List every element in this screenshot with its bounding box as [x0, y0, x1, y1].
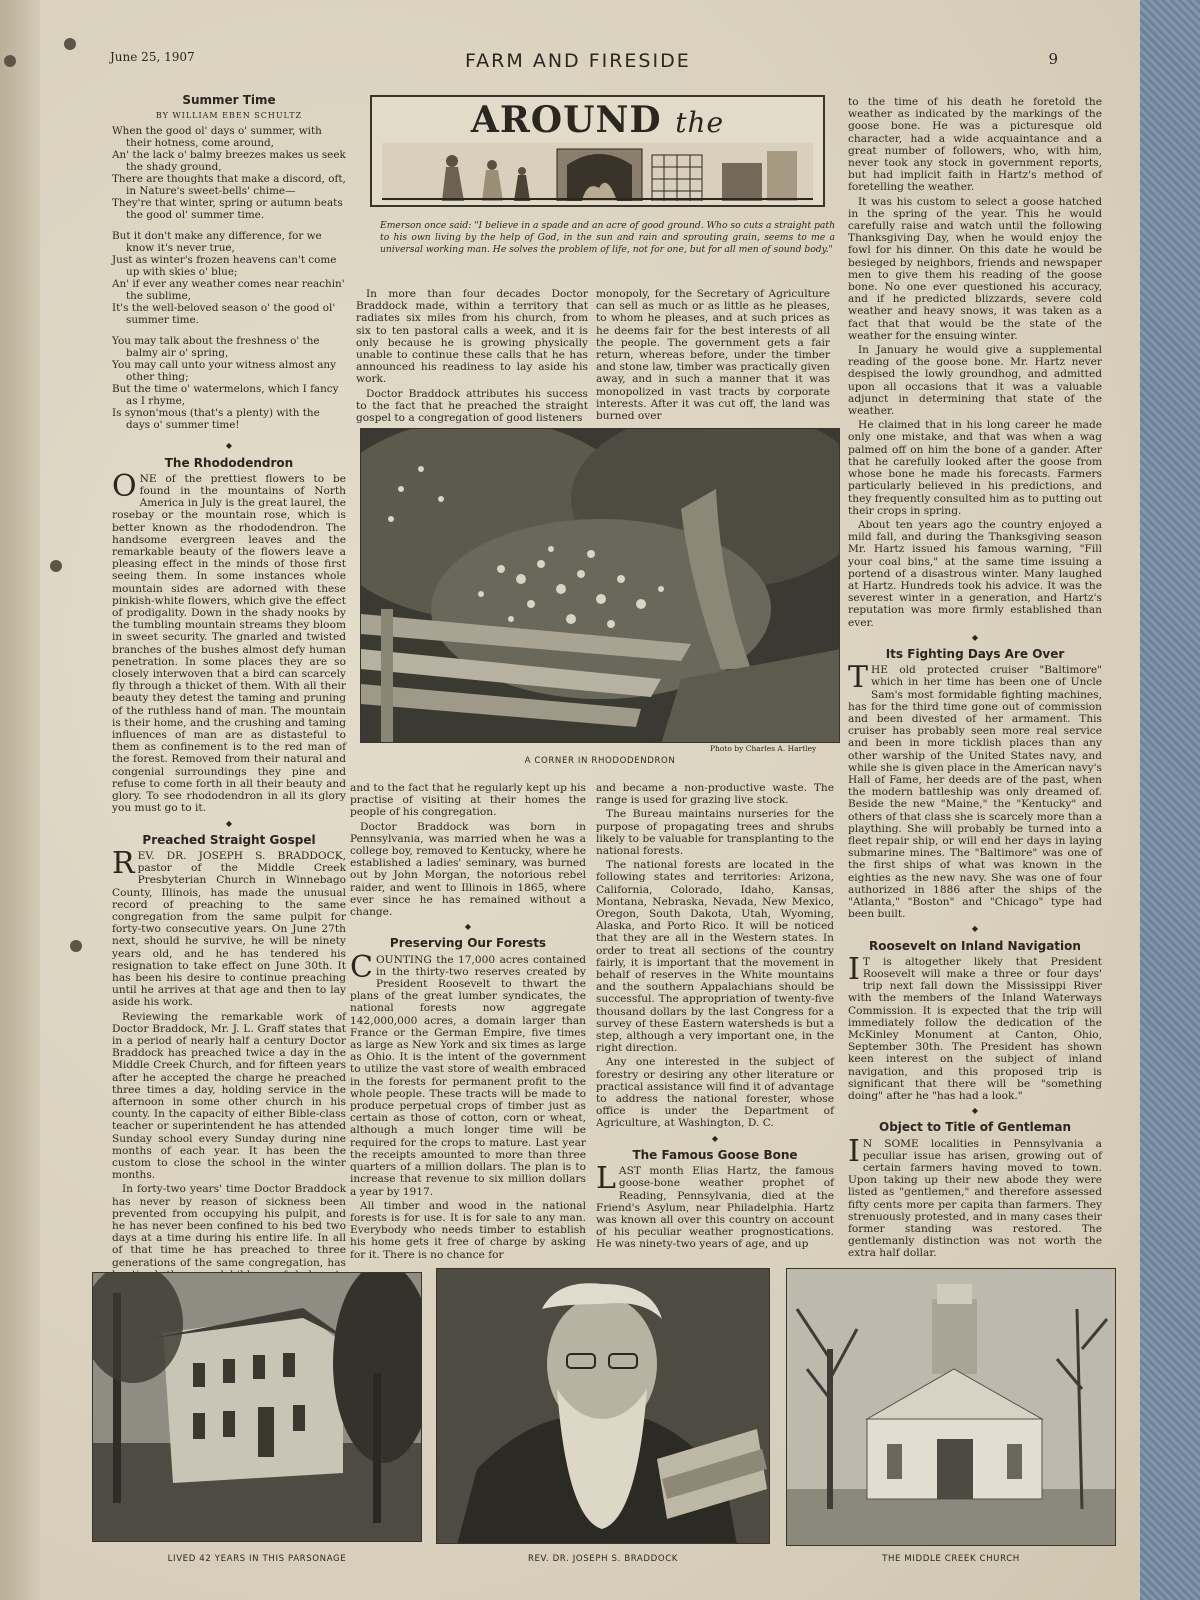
parsonage-caption: LIVED 42 YEARS IN THIS PARSONAGE	[167, 1554, 347, 1564]
rhododendron-photo	[360, 428, 840, 743]
goose-text: AST month Elias Hartz, the famous goose-bone weather prophet of Reading, Pennsylvania, died at the Friend's Asylum, near Philadelphia. Hartz was known all over this country on account of his peculiar weather prognostications. He was ninety-two years of age, and up	[596, 1165, 834, 1251]
gospel-paragraph: In forty-two years' time Doctor Braddock has never by reason of sickness been prevented from occupying his pulpit, and he has never been confined to his bed two days at a time during his entire life. In all of that time he has preached to three generations of the same congregation, has	[112, 1183, 346, 1269]
gospel-paragraph	[112, 845, 346, 1009]
emerson-quote: Emerson once said: "I believe in a spade and an acre of good ground. Who so cuts a straight path to his own living by the help of God, in the sun and rain and sprouting grain, seems to me a universal working man. He solves the problem of life, not for one, but for all men of sound body."	[380, 220, 835, 255]
fighting-text: HE old protected cruiser "Baltimore" which in her time has been one of Uncle Sam's most formidable fighting machines, has for the third time gone out of commission and been divested of her armament. This cruiser has probably seen more real service and been in more ticklish places than any other warship of the United States navy, and while she is given place in the American navy's Hall of Fame, her deeds are of the past, when the modern battleship was only dreamed of. Beside the new "Maine," the "Kentucky" and others of that class she is scarcely more than a plaything. She will probably be turned into a fleet repair ship, or will end her days in laying submarine mines. The "Baltimore" was one of the first ships of what was known in the eighties as the new navy. She was one of four authorized in 1886 after the ships of the "Atlanta," "Boston" and "Chicago" type had been built.	[848, 664, 1102, 921]
church-caption: THE MIDDLE CREEK CHURCH	[882, 1554, 1020, 1564]
goose-paragraph: It was his custom to select a goose hatched in the spring of the year. This he would carefully raise and watch until the following Thanksgiving Day, when he would enjoy the fowl for his dinner. On this date he would be besieged by neighbors, friends and newspaper men to give them his reading of the goose bone. No one ever questioned his accuracy, and if he predicted blizzards, severe cold weather and heavy snows, it was taken as a fact that that would be the state of the weather for the ensuing winter.	[848, 195, 1102, 342]
separator: ◆	[464, 922, 472, 932]
middle-column	[350, 782, 586, 1263]
gospel-paragraph: and to the fact that he regularly kept up his practise of visiting at their homes the people of his congregation.	[350, 782, 586, 819]
poem-line: An' if ever any weather comes near reachin' the sublime,	[112, 278, 345, 303]
poem-body	[112, 125, 346, 431]
drop-cap: I	[848, 951, 860, 987]
punch-hole	[64, 38, 76, 50]
fireside-illustration	[382, 143, 813, 201]
poem-stanza	[112, 125, 346, 221]
issue-date: June 25, 1907	[110, 50, 195, 64]
fighting-title: Its Fighting Days Are Over	[885, 646, 1065, 661]
rhododendron-body	[112, 468, 346, 815]
poem-line: You may call unto your witness almost any other thing;	[112, 359, 336, 384]
roosevelt-text: T is altogether likely that President Roosevelt will make a three or four days' trip next fall down the Mississippi River with the members of the Inland Waterways Commission. It is expected that the trip will immediately follow the dedication of the McKinley Monument at Canton, Ohio, September 30th. The President has shown keen interest on the subject of inland navigation, and this proposed trip is significant that there will be "something doing" after he "has had a look."	[848, 955, 1102, 1103]
forests-paragraph: Any one interested in the subject of forestry or desiring any other literature or practical assistance will find it of advantage to address the national forester, whose office is under the Department of Agriculture, at Washington, D. C.	[596, 1056, 834, 1130]
goose-paragraph: He claimed that in his long career he made only one mistake, and that was when a wag palmed off on him the bone of a gander. After that he carefully looked after the goose from whose bone he made his forecasts. Farmers particularly believed in his predictions, and they frequently consulted him as to putting out their crops in spring.	[848, 419, 1102, 517]
forests-text: OUNTING the 17,000 acres contained in the thirty-two reserves created by President Roosevelt to thwart the plans of the great lumber syndicates, the national forests now aggregate 142,000,000 acres, a domain larger than France or the German Empire, five times as large as New York and six times as large as Ohio. It is the intent of the government to utilize the vast store of wealth embraced in the forests for permanent profit to the whole people. These tracts will be made to produce perpetual crops of timber just as certain as those of cotton, corn or wheat, although a much longer time will be required for the crops to mature. Last year the receipts amounted to more than three quarters of a million dollars. The plan is to increase that revenue to six million dollars a year by 1917.	[350, 953, 586, 1198]
banner-word-the: the	[675, 106, 725, 139]
gospel-paragraph: Reviewing the remarkable work of Doctor Braddock, Mr. J. L. Graff states that in a period of nearly half a century Doctor Braddock has preached twice a day in the Middle Creek Church, and for fifteen years after he accepted the charge he preached three times a day, holding service in the afternoon in some other church in his county. In the capacity of either Bible-class teacher or superintendent he has attended Sunday school every Sunday during nine months of each year. It has been the custom to close the school in the winter months.	[112, 1010, 346, 1182]
gentleman-text: N SOME localities in Pennsylvania a peculiar issue has arisen, growing out of certain farmers having moved to town. Upon taking up their new abode they were listed as "gentlemen," and therefore assessed fifty cents more per capita than farmers. They strenuously protested, and in many cases their former standing was restored. The gentlemanly distinction was not worth the extra half dollar.	[848, 1137, 1102, 1260]
poem-byline: BY WILLIAM EBEN SCHULTZ	[155, 111, 303, 121]
forests-paragraph: The Bureau maintains nurseries for the purpose of propagating trees and shrubs likely to be valuable for transplanting to the national forests.	[596, 808, 834, 858]
poem-line: But the time o' watermelons, which I fancy as I rhyme,	[112, 383, 339, 408]
separator: ◆	[971, 632, 979, 642]
gospel-continued-column	[356, 288, 588, 426]
rhododendron-title: The Rhododendron	[164, 455, 294, 470]
poem-line: Just as winter's frozen heavens can't come up with skies o' blue;	[112, 254, 337, 279]
poem-line: Is synon'mous (that's a plenty) with the days o' summer time!	[112, 407, 320, 432]
drop-cap: R	[112, 845, 135, 881]
punch-hole	[4, 55, 16, 67]
poem-line: They're that winter, spring or autumn beats the good ol' summer time.	[112, 197, 343, 222]
goose-title: The Famous Goose Bone	[632, 1147, 798, 1162]
poem-line: An' the lack o' balmy breezes makes us seek the shady ground,	[112, 149, 346, 174]
poem-title: Summer Time	[182, 93, 276, 107]
church-photo	[786, 1268, 1116, 1546]
third-column	[596, 782, 834, 1253]
gospel-text: EV. DR. JOSEPH S. BRADDOCK, pastor of the Middle Creek Presbyterian Church in Winnebago County, Illinois, has made the unusual record of preaching to the same congregation from the same pulpit for forty-two consecutive years. On June 27th next, should he survive, he will be ninety years old, and he has tendered his resignation to take effect on June 30th. It has been his desire to continue preaching until he arrives at that age and then to lay aside his work.	[112, 849, 346, 1009]
separator: ◆	[971, 924, 979, 934]
right-column	[848, 96, 1102, 1262]
gospel-title: Preached Straight Gospel	[142, 832, 316, 847]
separator: ◆	[225, 818, 233, 828]
forests-paragraph: All timber and wood in the national forests is for use. It is for sale to any man. Everybody who needs timber to establish his home gets it free of charge by asking for it. There is no chance for	[350, 1199, 586, 1261]
gentleman-paragraph	[848, 1133, 1102, 1260]
poem-stanza	[112, 335, 346, 431]
goose-paragraph: In January he would give a supplemental reading of the goose bone. Mr. Hartz never despised the lowly groundhog, and admitted upon all occasions that it was a valuable adjunct in determining that state of the weather.	[848, 344, 1102, 418]
drop-cap: O	[112, 468, 137, 504]
poem-stanza	[112, 230, 346, 326]
gentleman-title: Object to Title of Gentleman	[879, 1120, 1071, 1135]
gospel-paragraph: Doctor Braddock was born in Pennsylvania, was married when he was a college boy, removed to Kentucky, where he established a ladies' seminary, was burned out by John Morgan, the notorious rebel raider, and went to Illinois in 1865, where ever since he has remained without a change.	[350, 820, 586, 919]
section-banner	[370, 95, 825, 207]
roosevelt-title: Roosevelt on Inland Navigation	[869, 938, 1081, 953]
rhododendron-text: NE of the prettiest flowers to be found in the mountains of North America in July is the great laurel, the rosebay or the mountain rose, which is better known as the rhododendron. The handsome evergreen leaves and the remarkable beauty of the flowers leave a pleasing effect in the minds of those first seeing them. In some instances whole mountain sides are adorned with these pinkish-white flowers, which give the effect of prodigality. Down in the shady nooks by the tumbling mountain streams they bloom in sweet security. The gnarled and twisted branches of the bushes almost defy human penetration. In some places they are so closely interwoven that a bird can scarcely fly through a thicket of them. With all their beauty they detest the taming and pruning of the ruthless hand of man. The mountain is their home, and the crushing and taming influences of man are as distasteful to them as confinement is to the red man of the forest. Removed from their natural and congenial surroundings they pine and refuse to come forth in all their beauty and glory. To see rhododendron in all its glory you must go to it.	[112, 472, 346, 815]
page-fold	[0, 0, 40, 1600]
banner-word-around: AROUND	[470, 99, 662, 141]
parsonage-photo	[92, 1272, 422, 1542]
page-number: 9	[1048, 50, 1058, 68]
goose-paragraph: to the time of his death he foretold the weather as indicated by the markings of the goose bone. He was a picturesque old character, had a wide acquaintance and a great number of followers, who, with him, never took any stock in government reports, but had implicit faith in Hartz's method of foretelling the weather.	[848, 96, 1102, 194]
separator: ◆	[711, 1133, 719, 1143]
poem-line: When the good ol' days o' summer, with their hotness, come around,	[112, 125, 322, 150]
drop-cap: I	[848, 1133, 860, 1169]
photo-image	[93, 1273, 422, 1542]
separator: ◆	[971, 1106, 979, 1116]
portrait-photo	[436, 1268, 770, 1544]
gospel-paragraph: In more than four decades Doctor Braddock made, within a territory that radiates six miles from his church, from six to ten pastoral calls a week, and it is only because he is growing physically unable to continue these calls that he has announced his readiness to lay aside his work.	[356, 288, 588, 386]
drop-cap: T	[848, 660, 869, 696]
roosevelt-paragraph	[848, 951, 1102, 1103]
punch-hole	[70, 940, 82, 952]
background-cloth	[1140, 0, 1200, 1600]
forests-paragraph	[350, 949, 586, 1198]
masthead	[110, 50, 1090, 80]
poem-line: It's the well-beloved season o' the good ol' summer time.	[112, 302, 336, 327]
punch-hole	[50, 560, 62, 572]
goose-paragraph	[596, 1161, 834, 1251]
forests-paragraph: The national forests are located in the following states and territories: Arizona, California, Colorado, Idaho, Kansas, Montana, Nebraska, Nevada, New Mexico, Oregon, South Dakota, Utah, Wyoming, Alaska, and Porto Rico. It will be noticed that they are all in the Western states. In order to treat all sections of the country fairly, it is important that the movement in behalf of reserves in the White mountains and the southern Appalachians should be successful. The appropriation of twenty-five thousand dollars by the last Congress for a survey of these Eastern watersheds is but a step, although a very important one, in the right direction.	[596, 859, 834, 1055]
portrait-caption: REV. DR. JOSEPH S. BRADDOCK	[527, 1554, 679, 1564]
forests-title: Preserving Our Forests	[389, 936, 547, 951]
left-column	[112, 90, 346, 1381]
photo-credit: Photo by Charles A. Hartley	[710, 744, 817, 753]
forests-paragraph: monopoly, for the Secretary of Agriculture can sell as much or as little as he pleases, to whom he pleases, and at such prices as he deems fair for the best interests of all the people. The government gets a fair return, whereas before, under the timber and stone law, timber was practically given away, and in such a manner that it was monopolized in vast tracts by corporate interests. After it was cut off, the land was burned over	[596, 288, 830, 423]
forests-continued-upper	[596, 288, 830, 424]
publication-title: FARM AND FIRESIDE	[465, 50, 691, 72]
fighting-paragraph	[848, 660, 1102, 921]
photo-image	[787, 1269, 1116, 1546]
separator: ◆	[225, 441, 233, 451]
poem-line: But it don't make any difference, for we know it's never true,	[112, 230, 322, 255]
photo-image	[361, 429, 840, 743]
gospel-paragraph: Doctor Braddock attributes his success to the fact that he preached the straight gospel to a congregation of good listeners	[356, 387, 588, 425]
poem-line: You may talk about the freshness o' the balmy air o' spring,	[112, 335, 320, 360]
drop-cap: L	[596, 1161, 616, 1197]
main-photo-caption: A CORNER IN RHODODENDRON	[524, 756, 676, 766]
drop-cap: C	[350, 949, 373, 985]
photo-image	[437, 1269, 770, 1544]
poem-line: There are thoughts that make a discord, oft, in Nature's sweet-bells' chime—	[112, 173, 346, 198]
goose-paragraph: About ten years ago the country enjoyed a mild fall, and during the Thanksgiving season Mr. Hartz issued his famous warning, "Fill your coal bins," at the same time issuing a portend of a disastrous winter. Many laughed at Hartz. Hundreds took his advice. It was the severest winter in a generation, and Hartz's reputation was more firmly established than ever.	[848, 518, 1102, 629]
forests-paragraph: and became a non-productive waste. The range is used for grazing live stock.	[596, 782, 834, 807]
